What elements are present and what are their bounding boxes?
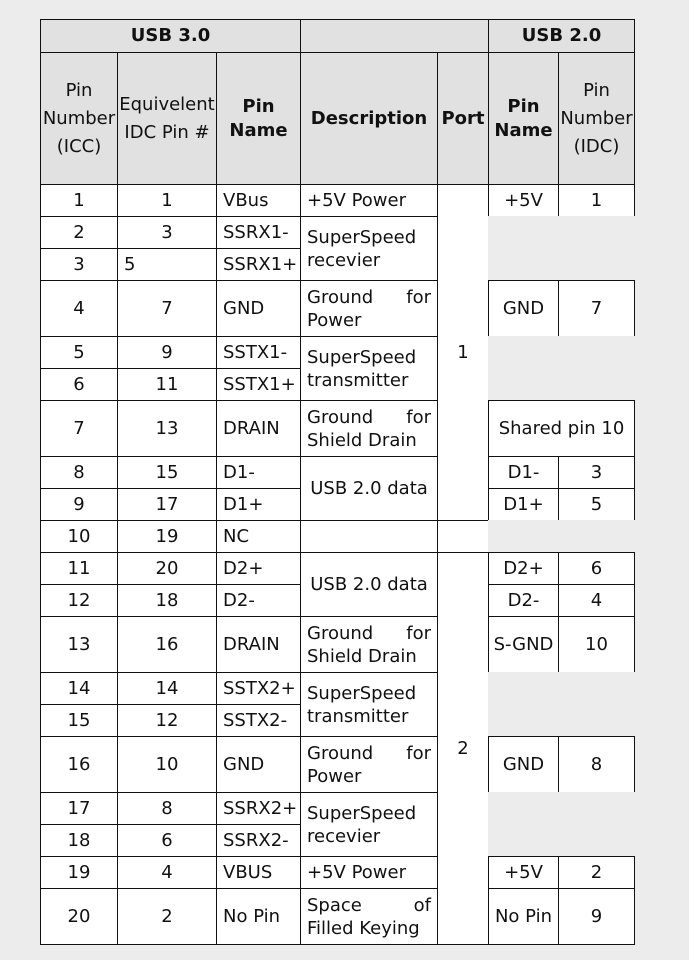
- description-line: Power: [307, 765, 362, 787]
- description-cell: [300, 400, 438, 457]
- usb2-pin-number-cell: 1: [558, 184, 635, 217]
- usb2-pin-number-cell: 9: [558, 888, 635, 945]
- pin-name-cell: SSRX1+: [216, 248, 301, 281]
- description-cell: [300, 336, 438, 401]
- pin-name-cell: D2+: [216, 552, 301, 585]
- pin-name-cell: SSRX2-: [216, 824, 301, 857]
- description-cell: [300, 672, 438, 737]
- description-cell-empty: [300, 520, 438, 553]
- usb2-pin-number-cell: 7: [558, 280, 635, 337]
- idc-cell: 13: [117, 400, 217, 457]
- icc-cell: 9: [40, 488, 118, 521]
- description-line: Ground for: [307, 406, 431, 428]
- idc-cell: 18: [117, 584, 217, 617]
- icc-cell: 20: [40, 888, 118, 945]
- description-cell: [300, 888, 438, 945]
- icc-cell: 12: [40, 584, 118, 617]
- icc-cell: 17: [40, 792, 118, 825]
- description-line: recevier: [307, 825, 381, 847]
- col-port: Port: [437, 52, 489, 185]
- pin-name-cell: SSTX1-: [216, 336, 301, 369]
- usb2-pin-name-cell: S-GND: [488, 616, 559, 673]
- description-line: SuperSpeed: [307, 802, 417, 824]
- pin-name-cell: SSTX2+: [216, 672, 301, 705]
- idc-cell: 9: [117, 336, 217, 369]
- usb2-pin-number-cell: 10: [558, 616, 635, 673]
- icc-cell: 2: [40, 216, 118, 249]
- description-cell: USB 2.0 data: [300, 456, 438, 521]
- pin-name-cell: No Pin: [216, 888, 301, 945]
- pin-name-cell: SSTX2-: [216, 704, 301, 737]
- icc-cell: 11: [40, 552, 118, 585]
- description-line: Shield Drain: [307, 645, 417, 667]
- icc-cell: 8: [40, 456, 118, 489]
- description-cell: USB 2.0 data: [300, 552, 438, 617]
- col-usb2-pin-number: Pin Number (IDC): [558, 52, 635, 185]
- usb2-pin-name-cell: D2-: [488, 584, 559, 617]
- usb2-pin-number-cell: 5: [558, 488, 635, 521]
- pin-name-cell: VBUS: [216, 856, 301, 889]
- port-empty-cell: [437, 520, 489, 553]
- pin-name-cell: GND: [216, 736, 301, 793]
- port-1-cell: 1: [437, 184, 489, 521]
- usb2-shared-pin-cell: Shared pin 10: [488, 400, 635, 457]
- usb2-pin-name-cell: D1+: [488, 488, 559, 521]
- idc-cell: 5: [117, 248, 217, 281]
- idc-cell: 1: [117, 184, 217, 217]
- pin-name-cell: D1+: [216, 488, 301, 521]
- pin-name-cell: D2-: [216, 584, 301, 617]
- description-line: Shield Drain: [307, 429, 417, 451]
- description-cell: [300, 736, 438, 793]
- icc-cell: 13: [40, 616, 118, 673]
- usb2-pin-number-cell: 6: [558, 552, 635, 585]
- pin-name-cell: NC: [216, 520, 301, 553]
- usb2-pin-number-cell: 4: [558, 584, 635, 617]
- idc-cell: 19: [117, 520, 217, 553]
- idc-cell: 14: [117, 672, 217, 705]
- header-blank: [300, 19, 489, 53]
- col-pin-number-icc: Pin Number (ICC): [40, 52, 118, 185]
- icc-cell: 1: [40, 184, 118, 217]
- description-cell: [300, 216, 438, 281]
- pin-name-cell: SSRX2+: [216, 792, 301, 825]
- usb2-pin-name-cell: D2+: [488, 552, 559, 585]
- icc-cell: 6: [40, 368, 118, 401]
- col-usb2-pin-name: Pin Name: [488, 52, 559, 185]
- pin-name-cell: DRAIN: [216, 616, 301, 673]
- icc-cell: 15: [40, 704, 118, 737]
- icc-cell: 10: [40, 520, 118, 553]
- usb2-pin-number-cell: 2: [558, 856, 635, 889]
- icc-cell: 5: [40, 336, 118, 369]
- idc-cell: 3: [117, 216, 217, 249]
- icc-cell: 7: [40, 400, 118, 457]
- description-line: transmitter: [307, 705, 409, 727]
- usb2-pin-name-cell: D1-: [488, 456, 559, 489]
- port-2-cell: 2: [437, 552, 489, 945]
- idc-cell: 6: [117, 824, 217, 857]
- usb2-empty-area: [488, 792, 635, 857]
- icc-cell: 16: [40, 736, 118, 793]
- icc-cell: 4: [40, 280, 118, 337]
- idc-cell: 12: [117, 704, 217, 737]
- col-description: Description: [300, 52, 438, 185]
- idc-cell: 16: [117, 616, 217, 673]
- description-cell: [300, 616, 438, 673]
- pin-name-cell: GND: [216, 280, 301, 337]
- pin-name-cell: SSTX1+: [216, 368, 301, 401]
- idc-cell: 4: [117, 856, 217, 889]
- usb2-header: USB 2.0: [488, 19, 635, 53]
- idc-cell: 7: [117, 280, 217, 337]
- description-cell: +5V Power: [300, 184, 438, 217]
- idc-cell: 15: [117, 456, 217, 489]
- usb2-pin-name-cell: +5V: [488, 184, 559, 217]
- description-cell: [300, 792, 438, 857]
- description-line: Ground for: [307, 622, 431, 644]
- idc-cell: 8: [117, 792, 217, 825]
- pin-name-cell: D1-: [216, 456, 301, 489]
- idc-cell: 17: [117, 488, 217, 521]
- icc-cell: 19: [40, 856, 118, 889]
- usb2-empty-area: [488, 672, 635, 737]
- icc-cell: 18: [40, 824, 118, 857]
- icc-cell: 14: [40, 672, 118, 705]
- usb2-pin-number-cell: 3: [558, 456, 635, 489]
- usb2-pin-name-cell: GND: [488, 280, 559, 337]
- description-line: Power: [307, 309, 362, 331]
- usb3-header: USB 3.0: [40, 19, 301, 53]
- idc-cell: 11: [117, 368, 217, 401]
- pin-name-cell: SSRX1-: [216, 216, 301, 249]
- description-cell: [300, 280, 438, 337]
- usb2-pin-name-cell: +5V: [488, 856, 559, 889]
- usb2-pin-name-cell: GND: [488, 736, 559, 793]
- description-cell: +5V Power: [300, 856, 438, 889]
- pin-name-cell: DRAIN: [216, 400, 301, 457]
- description-line: transmitter: [307, 369, 409, 391]
- pin-name-cell: VBus: [216, 184, 301, 217]
- usb2-empty-area: [488, 336, 635, 401]
- description-line: SuperSpeed: [307, 226, 417, 248]
- description-line: Ground for: [307, 742, 431, 764]
- usb2-empty-area: [488, 520, 635, 553]
- description-line: Ground for: [307, 286, 431, 308]
- description-line: recevier: [307, 249, 381, 271]
- description-line: Space of: [307, 894, 431, 916]
- usb2-pin-name-cell: No Pin: [488, 888, 559, 945]
- description-line: SuperSpeed: [307, 682, 417, 704]
- usb2-pin-number-cell: 8: [558, 736, 635, 793]
- idc-cell: 2: [117, 888, 217, 945]
- idc-cell: 10: [117, 736, 217, 793]
- usb-pinout-table: [40, 19, 634, 945]
- icc-cell: 3: [40, 248, 118, 281]
- usb2-empty-area: [488, 216, 635, 281]
- description-line: Filled Keying: [307, 917, 420, 939]
- description-line: SuperSpeed: [307, 346, 417, 368]
- col-pin-name: Pin Name: [216, 52, 301, 185]
- col-equivalent-idc: Equivelent IDC Pin #: [117, 52, 217, 185]
- idc-cell: 20: [117, 552, 217, 585]
